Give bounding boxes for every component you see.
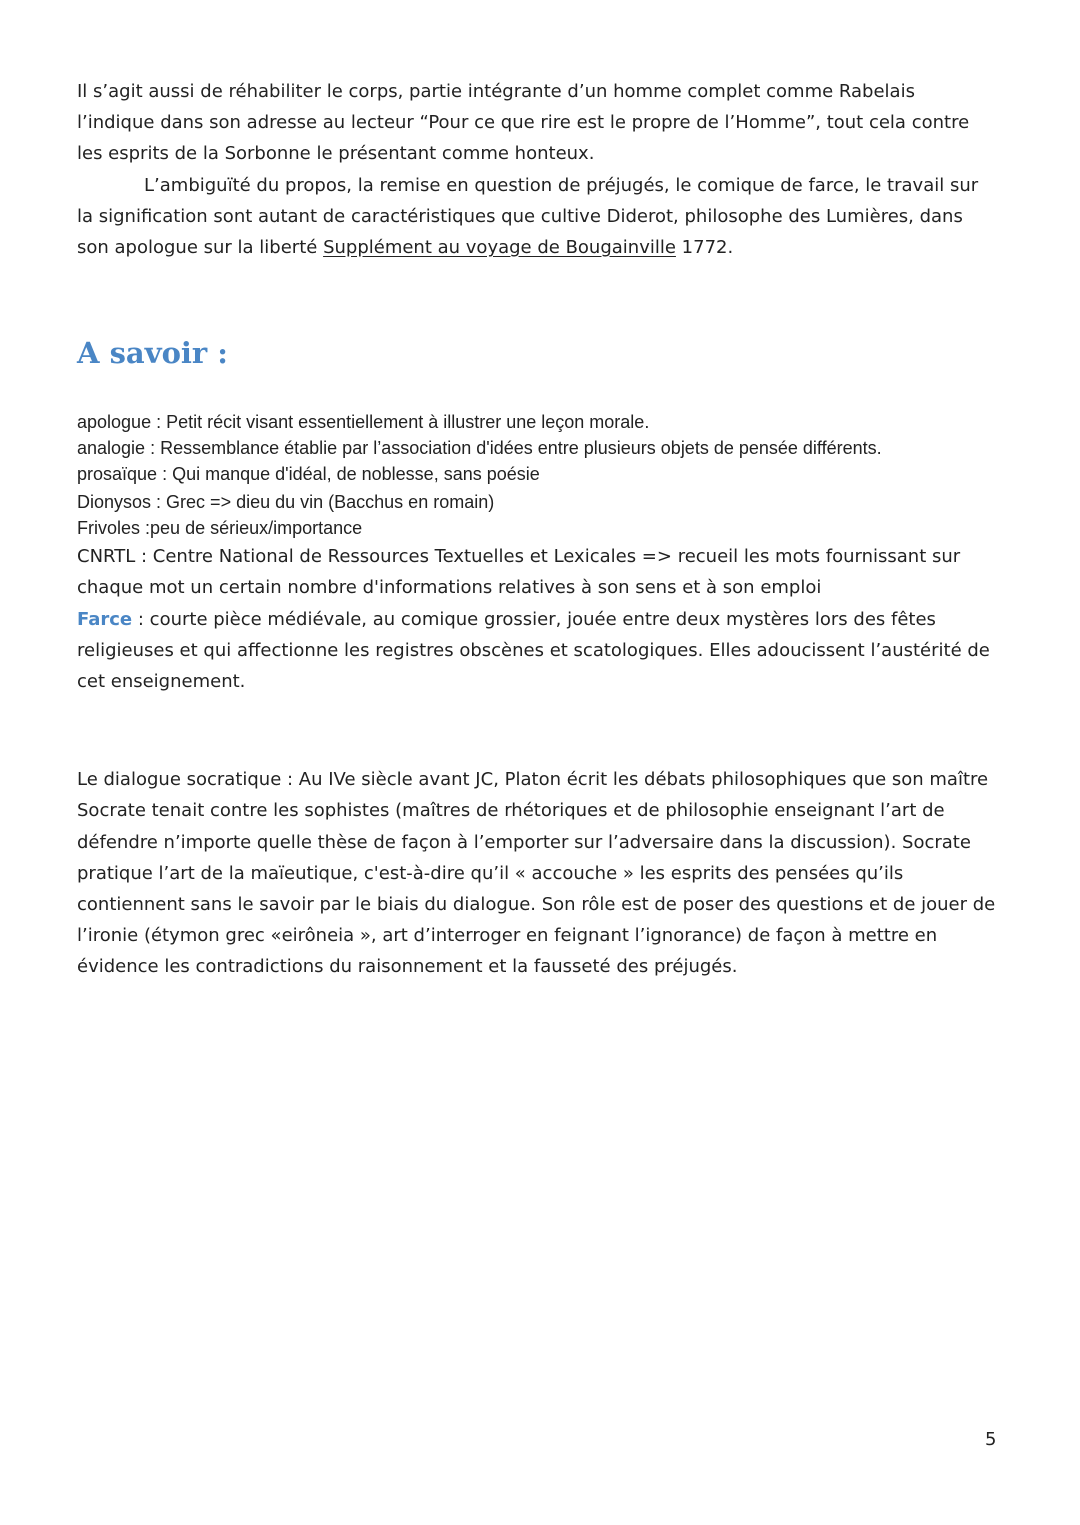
glossary-definition: Grec => dieu du vin (Bacchus en romain) — [166, 492, 495, 513]
intro-paragraph-1: Il s’agit aussi de réhabiliter le corps, partie intégrante d’un homme complet comme Rabelais l’indique dans son adresse au lecteur “Pour ce que rire est le propre de l’Homme”, tout cela contre les esprits de la Sorbonne le présentant comme honteux. — [77, 81, 970, 165]
glossary-definition: Petit récit visant essentiellement à illustrer une leçon morale. — [166, 412, 650, 433]
glossary-term-highlighted: Farce — [77, 608, 133, 630]
glossary-definition: Centre National de Ressources Textuelles et Lexicales => recueil les mots fournissant sur chaque mot un certain nombre d'informations relatives à son sens et à son emploi — [77, 546, 961, 599]
glossary-term: Dionysos — [77, 492, 152, 513]
glossary-definition: Qui manque d'idéal, de noblesse, sans poésie — [172, 464, 540, 485]
glossary-term: prosaïque — [77, 464, 158, 485]
glossary-definition: peu de sérieux/importance — [150, 518, 363, 539]
glossary-term: Frivoles — [77, 518, 141, 539]
intro-paragraph-2-text: L’ambiguïté du propos, la remise en question de préjugés, le comique de farce, le travail sur la signification sont autant de caractéristiques que cultive Diderot, philosophe des Lumières, dans son apologue sur la liberté — [77, 174, 979, 259]
glossary-separator: : — [135, 546, 153, 568]
socratic-dialogue-paragraph: Le dialogue socratique : Au IVe siècle avant JC, Platon écrit les débats philosophiques que son maître Socrate tenait contre les sophistes (maîtres de rhétoriques et de philosophie enseignant l’art de défendre n’importe quelle thèse de façon à l’emporter sur l’adversaire dans la discussion). Socrate pratique l’art de la maïeutique, c'est-à-dire qu’il « accouche » les esprits des pensées qu’ils contiennent sans le savoir par le biais du dialogue. Son rôle est de poser des questions et de jouer de l’ironie (étymon grec «eirôneia », art d’interroger en feignant l’ignorance) de façon à mettre en évidence les contradictions du raisonnement et la fausseté des préjugés. — [77, 769, 996, 978]
glossary-entry — [77, 541, 997, 603]
glossary-separator: : — [145, 438, 161, 459]
glossary-term: CNRTL — [77, 546, 136, 568]
glossary-separator: : — [132, 608, 150, 630]
glossary-term: analogie — [77, 438, 146, 459]
section-heading: A savoir : — [77, 336, 229, 371]
glossary-entry — [77, 515, 997, 541]
glossary-definition: courte pièce médiévale, au comique grossier, jouée entre deux mystères lors des fêtes religieuses et qui affectionne les registres obscènes et scatologiques. Elles adoucissent l’austérité de cet enseignement. — [77, 608, 990, 693]
book-title: Supplément au voyage de Bougainville — [323, 237, 676, 259]
intro-paragraph-2 — [77, 170, 997, 264]
glossary-separator: : — [151, 412, 167, 433]
glossary-entry — [77, 409, 997, 435]
page-number: 5 — [985, 1429, 997, 1450]
glossary-entry — [77, 461, 997, 487]
glossary-separator: : — [140, 518, 151, 539]
glossary-separator: : — [157, 464, 173, 485]
glossary-definition: Ressemblance établie par l’association d'idées entre plusieurs objets de pensée différents. — [160, 438, 882, 459]
glossary-separator: : — [151, 492, 167, 513]
glossary-entry — [77, 489, 997, 515]
glossary — [77, 409, 997, 697]
glossary-entry — [77, 604, 997, 698]
page-content — [77, 76, 997, 983]
glossary-entry — [77, 435, 997, 461]
book-year: 1772. — [675, 237, 734, 259]
glossary-term: apologue — [77, 412, 152, 433]
